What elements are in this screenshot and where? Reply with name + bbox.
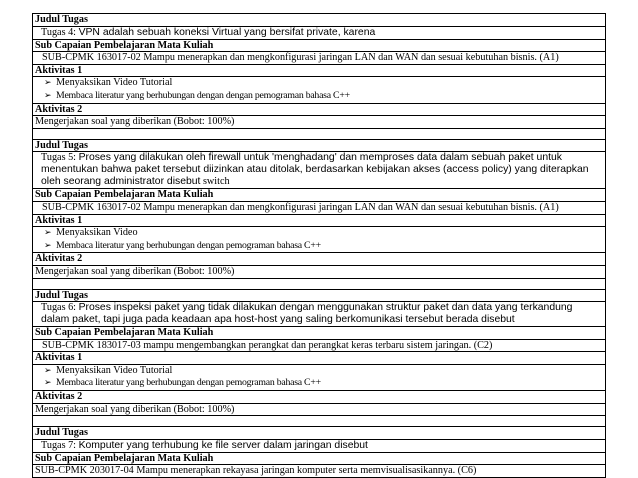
aktivitas-2-header: Aktivitas 2: [33, 103, 606, 116]
list-item: ➢ Menyaksikan Video Tutorial: [44, 77, 173, 89]
task-6-description: [33, 302, 606, 327]
arrow-right-bullet-icon: ➢: [44, 240, 52, 251]
task-7-cpmk: SUB-CPMK 203017-04 Mampu menerapkan rekayasa jaringan komputer serta memvisualisasikannya. (C6): [33, 465, 606, 478]
arrow-right-bullet-icon: ➢: [44, 228, 52, 239]
task-6-cpmk: SUB-CPMK 183017-03 mampu mengembangkan perangkat dan perangkat keras terbaru sistem jaringan. (C2): [33, 339, 606, 352]
spacer-row: [33, 128, 606, 139]
judul-tugas-header: Judul Tugas: [33, 14, 606, 27]
aktivitas-2-header: Aktivitas 2: [33, 253, 606, 266]
task-4-activity-2: Mengerjakan soal yang diberikan (Bobot: 100%): [33, 116, 606, 129]
task-5-description: [33, 152, 606, 189]
arrow-right-bullet-icon: ➢: [44, 365, 52, 376]
task-7-description: [33, 439, 606, 452]
list-item: ➢ Membaca literatur yang berhubungan dengan pemograman bahasa C++: [44, 239, 321, 251]
task-text-tail: switch: [202, 176, 230, 188]
arrow-right-bullet-icon: ➢: [44, 78, 52, 89]
task-label: Tugas 7:: [41, 439, 77, 451]
arrow-right-bullet-icon: ➢: [44, 90, 52, 101]
sub-cpmk-header: Sub Capaian Pembelajaran Mata Kuliah: [33, 189, 606, 202]
task-6-activity-2: Mengerjakan soal yang diberikan (Bobot: 100%): [33, 403, 606, 416]
task-text: VPN adalah sebuah koneksi Virtual yang bersifat private, karena: [78, 26, 376, 38]
sub-cpmk-header: Sub Capaian Pembelajaran Mata Kuliah: [33, 39, 606, 52]
task-text: Proses inspeksi paket yang tidak dilakukan dengan menggunakan struktur paket dan data yang terkandung dalam paket, tapi juga pada keadaan apa host-host yang saling berkomunikasi tersebut berada disebut: [41, 302, 573, 326]
task-text: Proses yang dilakukan oleh firewall untuk 'menghadang' dan memproses data dalam sebuah paket untuk menentukan bahwa paket tersebut diizinkan atau ditolak, berdasarkan kebijakan akses (access policy) yang diterapkan oleh seorang administrator disebut: [41, 152, 589, 188]
list-item: ➢ Membaca literatur yang berhubungan dengan dengan pemograman bahasa C++: [44, 89, 350, 101]
spacer-row: [33, 416, 606, 427]
task-label: Tugas 6:: [41, 302, 77, 314]
judul-tugas-header: Judul Tugas: [33, 289, 606, 302]
aktivitas-1-header: Aktivitas 1: [33, 214, 606, 227]
task-4-description: [33, 26, 606, 39]
list-item: ➢ Membaca literatur yang berhubungan dengan pemograman bahasa C++: [44, 377, 321, 389]
spacer-row: [33, 278, 606, 289]
judul-tugas-header: Judul Tugas: [33, 427, 606, 440]
task-text: Komputer yang terhubung ke file server dalam jaringan disebut: [78, 439, 368, 451]
task-label: Tugas 5:: [41, 152, 77, 164]
sub-cpmk-header: Sub Capaian Pembelajaran Mata Kuliah: [33, 327, 606, 340]
list-item: ➢ Menyaksikan Video: [44, 227, 138, 239]
aktivitas-1-header: Aktivitas 1: [33, 352, 606, 365]
sub-cpmk-header: Sub Capaian Pembelajaran Mata Kuliah: [33, 452, 606, 465]
list-item: ➢ Menyaksikan Video Tutorial: [44, 364, 173, 376]
task-6-activity-list: [33, 364, 606, 390]
arrow-right-bullet-icon: ➢: [44, 378, 52, 389]
task-4-cpmk: SUB-CPMK 163017-02 Mampu menerapkan dan mengkonfigurasi jaringan LAN dan WAN dan sesuai kebutuhan bisnis. (A1): [33, 52, 606, 65]
task-label: Tugas 4:: [41, 26, 77, 38]
task-5-cpmk: SUB-CPMK 163017-02 Mampu menerapkan dan mengkonfigurasi jaringan LAN dan WAN dan sesuai kebutuhan bisnis. (A1): [33, 201, 606, 214]
assignment-table: [32, 13, 606, 478]
task-5-activity-2: Mengerjakan soal yang diberikan (Bobot: 100%): [33, 265, 606, 278]
aktivitas-1-header: Aktivitas 1: [33, 64, 606, 77]
task-5-activity-list: [33, 227, 606, 253]
judul-tugas-header: Judul Tugas: [33, 139, 606, 152]
aktivitas-2-header: Aktivitas 2: [33, 391, 606, 404]
task-4-activity-list: [33, 77, 606, 103]
